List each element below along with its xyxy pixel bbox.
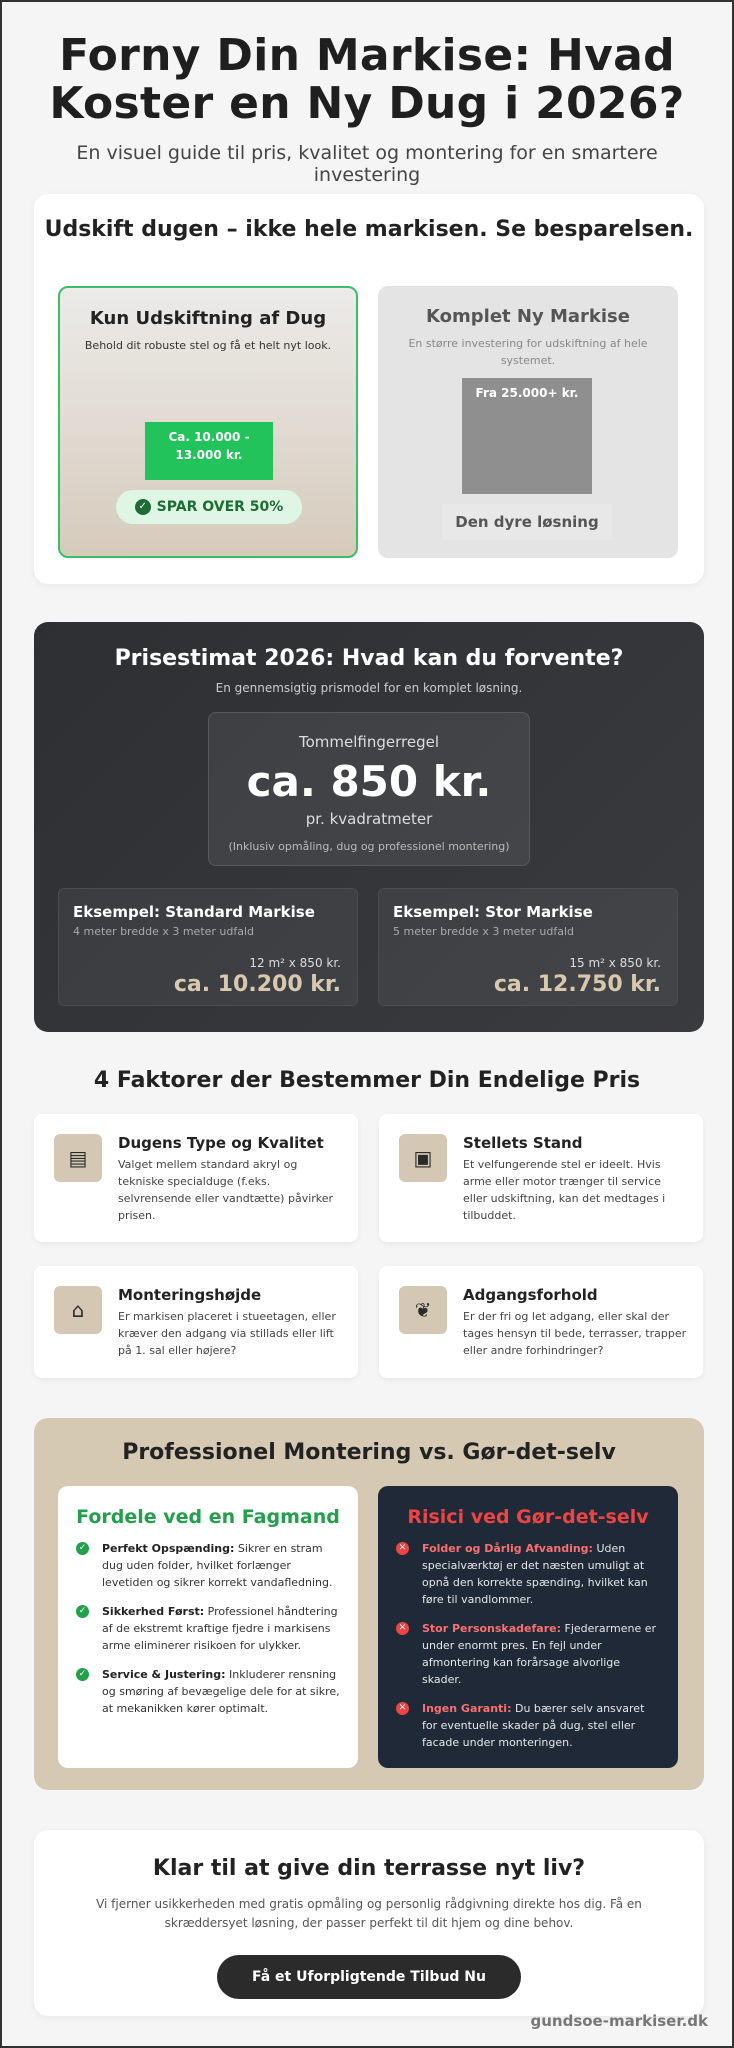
comparison-section	[34, 194, 704, 584]
check-icon: ✓	[76, 1542, 89, 1555]
x-icon: ✕	[396, 1622, 409, 1635]
check-icon: ✓	[76, 1668, 89, 1681]
fabric-icon: ▤	[54, 1134, 102, 1182]
get-quote-button[interactable]: Få et Uforpligtende Tilbud Nu	[217, 1955, 521, 1999]
savings-badge	[116, 490, 302, 524]
x-icon: ✕	[396, 1542, 409, 1555]
rule-unit: pr. kvadratmeter	[305, 810, 433, 828]
pro-item	[76, 1666, 340, 1717]
example-formula: 15 m² x 850 kr.	[569, 956, 661, 970]
example-large	[378, 888, 678, 1006]
footer-domain: gundsoe-markiser.dk	[530, 2012, 708, 2030]
check-icon: ✓	[76, 1605, 89, 1618]
estimate-section	[34, 622, 704, 1032]
example-formula: 12 m² x 850 kr.	[249, 956, 341, 970]
option-b-title: Komplet Ny Markise	[426, 306, 630, 327]
option-a-subtitle: Behold dit robuste stel og få et helt nyt look.	[84, 339, 332, 352]
factor-text: Er markisen placeret i stueetagen, eller kræver den adgang via stillads eller lift på 1. sal eller højere?	[118, 1310, 336, 1357]
con-item-bold: Folder og Dårlig Afvanding:	[422, 1542, 593, 1555]
estimate-subtitle: En gennemsigtig prismodel for en komplet løsning.	[215, 681, 523, 695]
con-item	[396, 1620, 660, 1688]
factor-title: Dugens Type og Kvalitet	[118, 1134, 324, 1152]
con-item-bold: Ingen Garanti:	[422, 1702, 512, 1715]
con-item-text: Uden specialværktøj er det næsten umuligt at opnå den korrekte spænding, hvilket kan føre til vandlommer.	[422, 1542, 648, 1606]
con-item	[396, 1540, 660, 1608]
factor-card-fabric	[34, 1114, 358, 1242]
pro-item-bold: Service & Justering:	[102, 1668, 226, 1681]
con-title: Risici ved Gør-det-selv	[407, 1506, 649, 1528]
option-b-label: Den dyre løsning	[442, 504, 612, 540]
pro-item-text: Professionel håndtering af de ekstremt kraftige fjedre i markisens arme eliminerer risikoen for ulykker.	[102, 1605, 338, 1652]
con-item-text: Du bærer selv ansvaret for eventuelle skader på dug, stel eller facade under monteringen.	[422, 1702, 645, 1749]
building-icon: ⌂	[54, 1286, 102, 1334]
savings-badge-label: SPAR OVER 50%	[156, 499, 284, 515]
estimate-heading: Prisestimat 2026: Hvad kan du forvente?	[114, 646, 624, 671]
factor-text: Valget mellem standard akryl og tekniske specialduge (f.eks. selvrensende eller vandtætte) påvirker prisen.	[118, 1158, 334, 1222]
option-b-subtitle: En større investering for udskiftning af hele systemet.	[408, 337, 648, 367]
example-desc: 4 meter bredde x 3 meter udfald	[73, 925, 255, 938]
pro-item-text: Inkluderer rensning og smøring af bevægelige dele for at sikre, at mekanikken kører optimalt.	[102, 1668, 340, 1715]
installation-heading: Professionel Montering vs. Gør-det-selv	[122, 1440, 616, 1465]
cta-heading: Klar til at give din terrasse nyt liv?	[152, 1856, 586, 1881]
factor-card-frame	[379, 1114, 703, 1242]
con-column	[378, 1486, 678, 1768]
pro-item-bold: Sikkerhed Først:	[102, 1605, 205, 1618]
comparison-heading: Udskift dugen – ikke hele markisen. Se besparelsen.	[44, 217, 694, 242]
rule-of-thumb-box	[208, 712, 530, 866]
rule-value: ca. 850 kr.	[246, 757, 492, 806]
hero	[2, 2, 732, 186]
factor-title: Stellets Stand	[463, 1134, 583, 1152]
pro-title: Fordele ved en Fagmand	[76, 1506, 340, 1528]
rule-label: Tommelfingerregel	[298, 733, 439, 751]
check-icon: ✓	[135, 499, 151, 515]
pro-item	[76, 1603, 340, 1654]
con-item	[396, 1700, 660, 1751]
option-complete-new	[378, 286, 678, 558]
x-icon: ✕	[396, 1702, 409, 1715]
pro-item-bold: Perfekt Opspænding:	[102, 1542, 235, 1555]
plant-icon: ❦	[399, 1286, 447, 1334]
example-desc: 5 meter bredde x 3 meter udfald	[393, 925, 575, 938]
con-item-bold: Stor Personskadefare:	[422, 1622, 561, 1635]
factor-text: Et velfungerende stel er ideelt. Hvis arme eller motor trænger til service eller udskiftning, kan det medtages i tilbuddet.	[463, 1158, 666, 1222]
factors-heading: 4 Faktorer der Bestemmer Din Endelige Pris	[93, 1068, 641, 1093]
example-total: ca. 12.750 kr.	[493, 972, 661, 997]
page-title: Forny Din Markise: Hvad Koster en Ny Dug i 2026?	[49, 30, 685, 129]
option-a-title: Kun Udskiftning af Dug	[89, 308, 327, 329]
pro-column	[58, 1486, 358, 1768]
factor-card-height	[34, 1266, 358, 1378]
option-b-price: Fra 25.000+ kr.	[462, 378, 592, 494]
toolbox-icon: ▣	[399, 1134, 447, 1182]
pro-item-text: Sikrer en stram dug uden folder, hvilket forlænger levetiden og sikrer korrekt vandafledning.	[102, 1542, 333, 1589]
factor-title: Monteringshøjde	[118, 1286, 262, 1304]
example-title: Eksempel: Stor Markise	[393, 903, 593, 921]
example-title: Eksempel: Standard Markise	[73, 903, 315, 921]
factor-title: Adgangsforhold	[463, 1286, 598, 1304]
factor-text: Er der fri og let adgang, eller skal der tages hensyn til bede, terrasser, trapper eller andre forhindringer?	[463, 1310, 687, 1357]
page-subtitle: En visuel guide til pris, kvalitet og montering for en smartere investering	[76, 142, 658, 186]
pro-item	[76, 1540, 340, 1591]
con-item-text: Fjederarmene er under enormt pres. En fejl under afmontering kan forårsage alvorlige skader.	[422, 1622, 656, 1686]
option-fabric-only	[58, 286, 358, 558]
factor-card-access	[379, 1266, 703, 1378]
cta-text: Vi fjerner usikkerheden med gratis opmåling og personlig rådgivning direkte hos dig. Få en skræddersyet løsning, der passer perfekt til dit hjem og dine behov.	[96, 1897, 642, 1930]
cta-section	[34, 1830, 704, 2016]
installation-section	[34, 1418, 704, 1790]
option-a-price: Ca. 10.000 - 13.000 kr.	[145, 422, 273, 480]
example-total: ca. 10.200 kr.	[173, 972, 341, 997]
rule-note: (Inklusiv opmåling, dug og professionel montering)	[228, 840, 510, 853]
example-standard	[58, 888, 358, 1006]
